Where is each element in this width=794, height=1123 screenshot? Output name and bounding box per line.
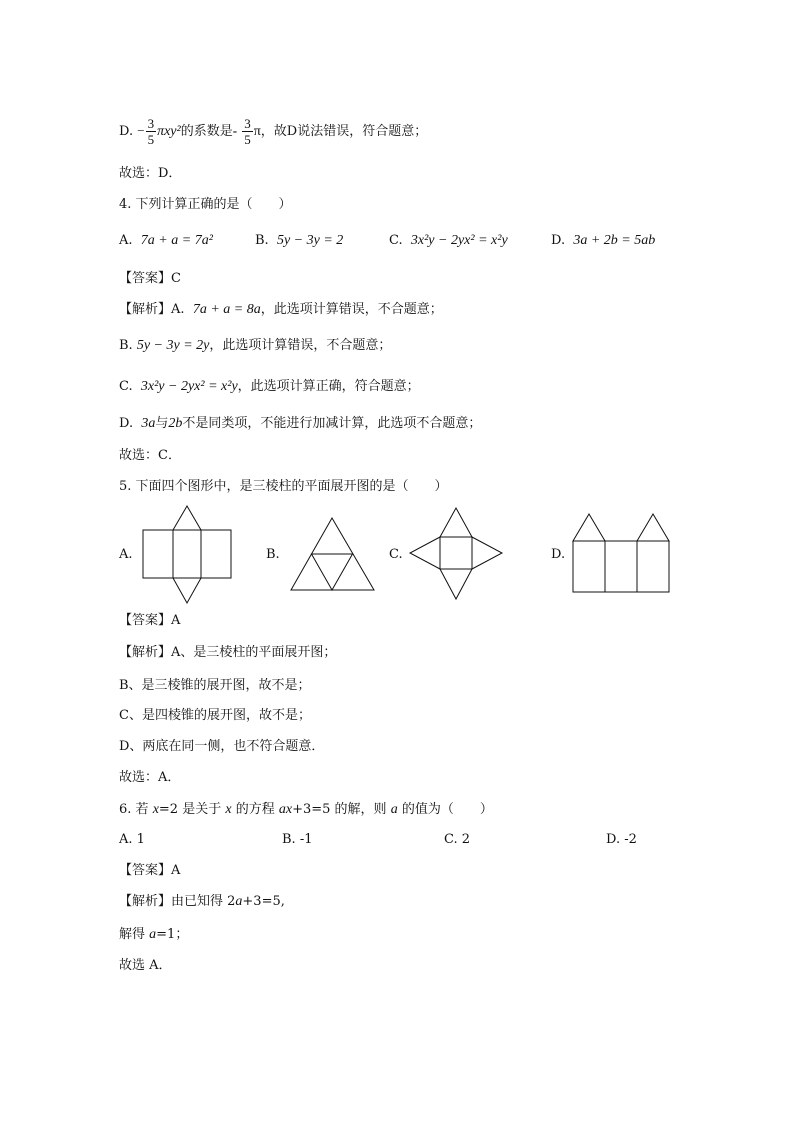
q6-option-d: D. -2 xyxy=(606,832,637,847)
q4-analysis-b: B. 5y − 3y = 2y，此选项计算错误，不合题意； xyxy=(119,338,392,353)
q4-option-b: B. 5y − 3y = 2 xyxy=(255,233,344,248)
figure-c-square-pyramid-net xyxy=(407,505,505,603)
figure-label-d: D. xyxy=(551,547,566,562)
pi-symbol: π xyxy=(253,124,261,139)
q5-conclusion: 故选：A． xyxy=(119,770,181,785)
q4-option-d: D. 3a + 2b = 5ab xyxy=(551,233,656,248)
q6-solve: 解得 a=1； xyxy=(119,927,189,942)
q4-conclusion: 故选：C． xyxy=(119,448,181,463)
q6-analysis: 【解析】由已知得 2a+3=5, xyxy=(119,894,285,909)
figure-d-net xyxy=(570,511,672,595)
figure-label-c: C. xyxy=(389,547,403,562)
fraction: $\frac{3}{5}$ xyxy=(244,116,251,147)
text: 的系数是 xyxy=(180,124,233,139)
q5-analysis-a: 【解析】A、是三棱柱的平面展开图； xyxy=(119,645,337,660)
q6-option-c: C. 2 xyxy=(444,832,471,847)
q4-stem: 4. 下列计算正确的是（ ） xyxy=(119,197,292,212)
q4-analysis-d: D. 3a与2b不是同类项，不能进行加减计算，此选项不合题意； xyxy=(119,416,482,431)
q6-conclusion: 故选 A． xyxy=(119,958,172,973)
q5-analysis-c: C、是四棱锥的展开图，故不是； xyxy=(119,708,311,723)
q5-analysis-d: D、两底在同一侧，也不符合题意． xyxy=(119,739,325,754)
q4-analysis-c: C. 3x²y − 2yx² = x²y，此选项计算正确，符合题意； xyxy=(119,379,420,394)
q3-option-d-line: D. − $\frac{3}{5}$ πxy²的系数是- $\frac{3}{5}$ π，故D说法错误，符合题意； xyxy=(119,116,428,147)
q6-answer: 【答案】A xyxy=(119,863,181,878)
q3-conclusion: 故选：D． xyxy=(119,166,182,181)
math-term: πxy² xyxy=(157,124,181,139)
figure-label-a: A. xyxy=(119,547,133,562)
q6-option-b: B. -1 xyxy=(282,832,313,847)
q6-option-a: A. 1 xyxy=(119,832,145,847)
q4-option-c: C. 3x²y − 2yx² = x²y xyxy=(389,233,508,248)
figure-b-pyramid-net xyxy=(288,515,378,593)
q4-analysis-a: 【解析】A. 7a + a = 8a，此选项计算错误，不合题意； xyxy=(119,302,443,317)
q5-analysis-b: B、是三棱锥的展开图，故不是； xyxy=(119,678,311,693)
q4-answer: 【答案】C xyxy=(119,271,181,286)
q6-stem: 6. 若 x=2 是关于 x 的方程 ax+3=5 的解，则 a 的值为（ ） xyxy=(119,802,493,817)
q4-option-a: A. 7a + a = 7a² xyxy=(119,233,213,248)
q5-stem: 5. 下面四个图形中，是三棱柱的平面展开图的是（ ） xyxy=(119,479,448,494)
figure-label-b: B. xyxy=(266,547,280,562)
fraction: $\frac{3}{5}$ xyxy=(147,116,155,147)
figure-a-prism-net xyxy=(140,503,236,607)
option-letter: D. xyxy=(119,124,134,139)
text: ，故D说法错误，符合题意； xyxy=(260,124,428,139)
q5-answer: 【答案】A xyxy=(119,613,181,628)
